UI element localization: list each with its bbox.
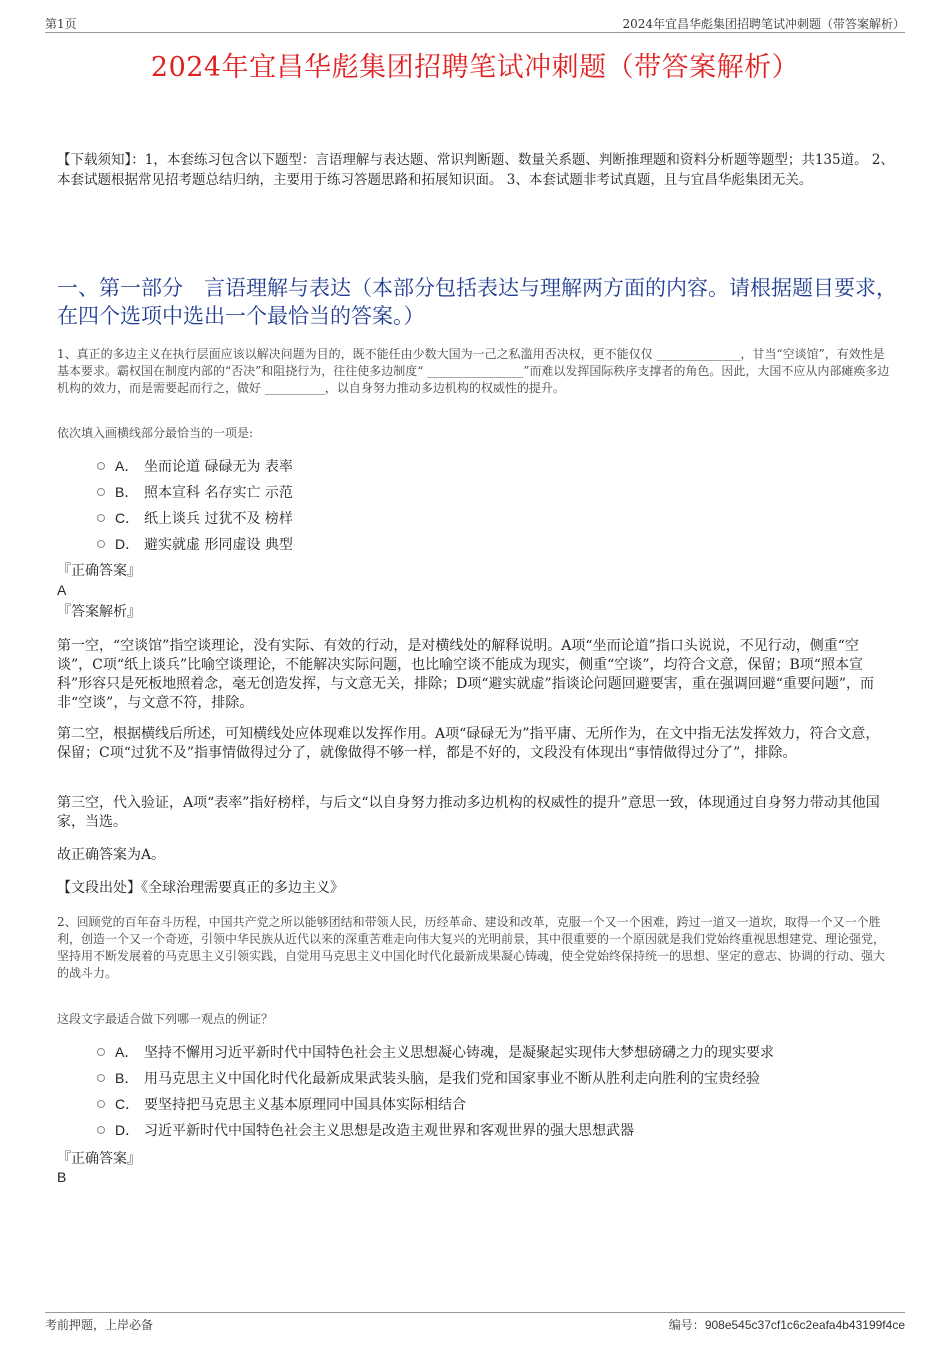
option-letter: C．: [115, 510, 140, 526]
footer-code: [669, 1316, 905, 1333]
option-letter: A．: [115, 458, 139, 474]
option-text: 纸上谈兵 过犹不及 榜样: [144, 511, 293, 527]
section-heading: 一、第一部分 言语理解与表达（本部分包括表达与理解两方面的内容。请根据题目要求，在四个选项中选出一个最恰当的答案。）: [57, 276, 897, 328]
answer-value: B: [57, 1169, 67, 1185]
analysis-conclusion: 故正确答案为A。: [57, 847, 166, 863]
option-a[interactable]: [97, 1039, 774, 1065]
option-c[interactable]: [97, 505, 293, 531]
option-text: 坚持不懈用习近平新时代中国特色社会主义思想凝心铸魂，是凝聚起实现伟大梦想磅礴之力的现实要求: [144, 1045, 774, 1061]
option-letter: D．: [115, 1122, 140, 1138]
analysis-paragraph-2: 第二空，根据横线后所述，可知横线处应体现难以发挥作用。A项“碌碌无为”指平庸、无所作为，在文中指无法发挥效力，符合文意，保留；C项“过犹不及”指事情做得过分了，就像做得不够一样，都是不好的，文段没有体现出“事情做得过分了”，排除。: [57, 726, 880, 761]
option-letter: C．: [115, 1096, 140, 1112]
radio-icon[interactable]: [97, 488, 105, 496]
radio-icon[interactable]: [97, 1074, 105, 1082]
option-text: 坐而论道 碌碌无为 表率: [144, 459, 293, 475]
page-footer: [45, 1312, 905, 1333]
download-notice: 【下载须知】：1，本套练习包含以下题型：言语理解与表达题、常识判断题、数量关系题、判断推理题和资料分析题等题型；共135道。 2、本套试题根据常见招考题总结归纳，主要用于练习答题思路和拓展知识面。 3、本套试题非考试真题，且与宜昌华彪集团无关。: [57, 152, 894, 188]
option-text: 习近平新时代中国特色社会主义思想是改造主观世界和客观世界的强大思想武器: [144, 1123, 634, 1139]
option-text: 用马克思主义中国化时代化最新成果武装头脑，是我们党和国家事业不断从胜利走向胜利的宝贵经验: [144, 1071, 760, 1087]
radio-icon[interactable]: [97, 540, 105, 548]
option-letter: B．: [115, 1070, 139, 1086]
question-2-stem: 2、回顾党的百年奋斗历程，中国共产党之所以能够团结和带领人民，历经革命、建设和改革，克服一个又一个困难，跨过一道又一道坎，取得一个又一个胜利，创造一个又一个奇迹，引领中华民族从近代以来的深重苦难走向伟大复兴的光明前景，其中很重要的一个原因就是我们党始终重视思想建党、理论强党，坚持用不断发展着的马克思主义引领实践，自觉用马克思主义中国化时代化最新成果凝心铸魂，使全党始终保持统一的思想、坚定的意志、协调的行动、强大的战斗力。: [57, 915, 886, 980]
code-value: 908e545c37cf1c6c2eafa4b43199f4ce: [704, 1318, 905, 1332]
question-1-stem: 1、真正的多边主义在执行层面应该以解决问题为目的，既不能任由少数大国为一己之私滥用否决权，更不能仅仅 ______________，甘当“空谈馆”，有效性是基本要求。霸权国在制度内部的“否决”和阻挠行为，往往使多边制度“ ________________”而难以发挥国际秩序支撑者的角色。因此，大国不应从内部瘫痪多边机构的效力，而是需要起而行之，做好 __________，以自身努力推动多边机构的权威性的提升。: [57, 347, 890, 395]
analysis-label: 『答案解析』: [57, 604, 141, 620]
radio-icon[interactable]: [97, 462, 105, 470]
question-2-prompt: 这段文字最适合做下列哪一观点的例证？: [57, 1012, 274, 1026]
option-b[interactable]: [97, 479, 293, 505]
option-a[interactable]: [97, 453, 293, 479]
question-1-prompt: 依次填入画横线部分最恰当的一项是:: [57, 426, 254, 440]
text-source: 【文段出处】《全球治理需要真正的多边主义》: [57, 880, 344, 896]
option-d[interactable]: [97, 531, 293, 557]
option-b[interactable]: [97, 1065, 774, 1091]
answer-value: A: [57, 582, 67, 598]
page-title: 2024年宜昌华彪集团招聘笔试冲刺题（带答案解析）: [150, 52, 800, 83]
analysis-paragraph-3: 第三空，代入验证，A项“表率”指好榜样，与后文“以自身努力推动多边机构的权威性的提升”意思一致，体现通过自身努力带动其他国家，当选。: [57, 795, 880, 830]
header-doc-title: 2024年宜昌华彪集团招聘笔试冲刺题（带答案解析）: [622, 17, 905, 31]
radio-icon[interactable]: [97, 514, 105, 522]
question-2-options: [97, 1039, 774, 1143]
radio-icon[interactable]: [97, 1100, 105, 1108]
radio-icon[interactable]: [97, 1126, 105, 1134]
code-label: 编号：: [668, 1318, 705, 1332]
option-text: 避实就虚 形同虚设 典型: [144, 537, 293, 553]
option-c[interactable]: [97, 1091, 774, 1117]
option-letter: B．: [115, 484, 139, 500]
analysis-paragraph-1: 第一空，“空谈馆”指空谈理论，没有实际、有效的行动，是对横线处的解释说明。A项“坐而论道”指口头说说，不见行动，侧重“空谈”，C项“纸上谈兵”比喻空谈理论，不能解决实际问题，也比喻空谈不能成为现实，侧重“空谈”，均符合文意，保留；B项“照本宣科”形容只是死板地照着念，毫无创造发挥，与文意无关，排除；D项“避实就虚”指谈论问题回避要害，重在强调回避“重要问题”，而非“空谈”，与文意不符，排除。: [57, 638, 875, 711]
question-1-options: [97, 453, 293, 557]
option-letter: D．: [115, 536, 140, 552]
option-d[interactable]: [97, 1117, 774, 1143]
option-text: 照本宣科 名存实亡 示范: [144, 485, 293, 501]
option-letter: A．: [115, 1044, 139, 1060]
radio-icon[interactable]: [97, 1048, 105, 1056]
footer-slogan: 考前押题，上岸必备: [45, 1318, 154, 1332]
page-number: 第1页: [45, 17, 77, 31]
page-header: [45, 14, 905, 33]
option-text: 要坚持把马克思主义基本原理同中国具体实际相结合: [144, 1097, 466, 1113]
answer-label: 『正确答案』: [57, 1151, 141, 1167]
answer-label: 『正确答案』: [57, 563, 141, 579]
